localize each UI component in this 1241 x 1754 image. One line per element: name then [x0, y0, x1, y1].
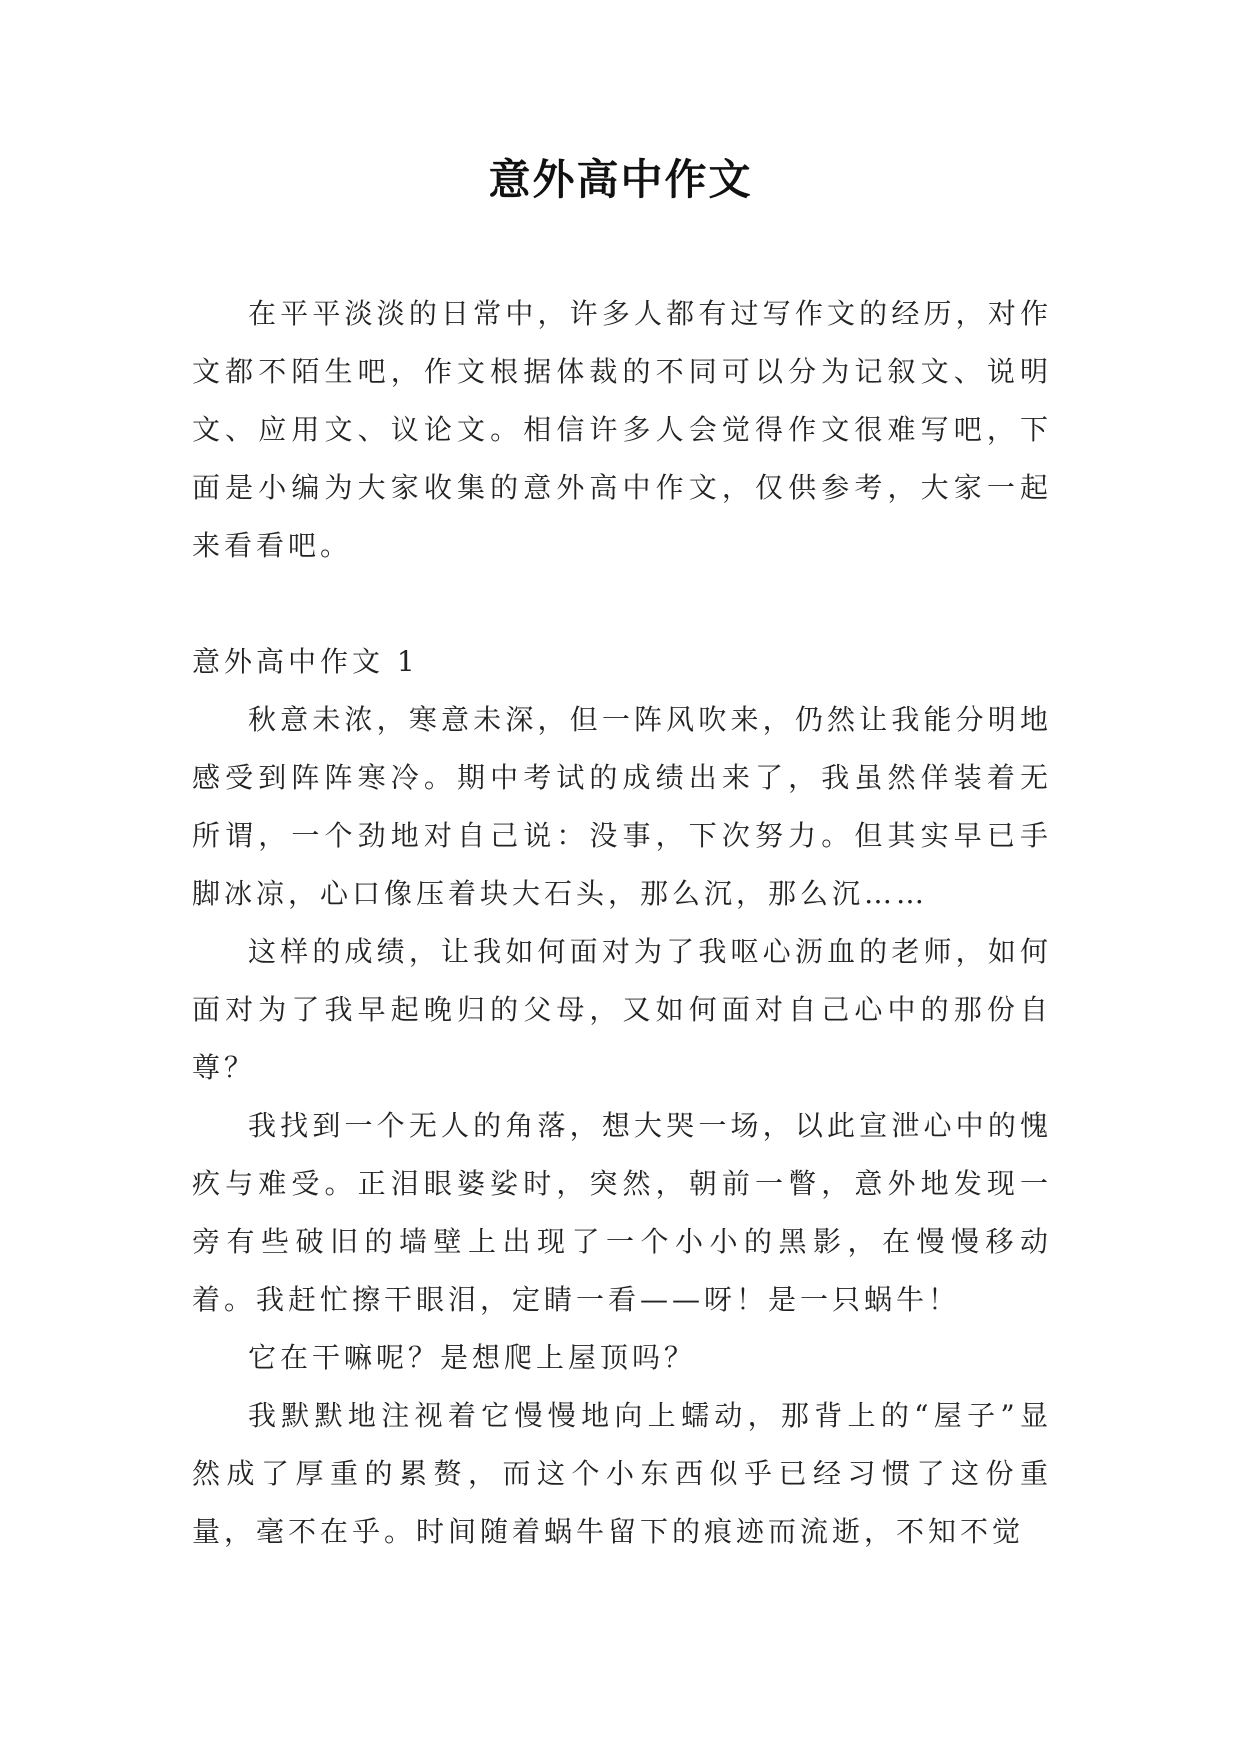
section-heading: 意外高中作文 1	[192, 645, 419, 678]
intro-paragraph: 在平平淡淡的日常中，许多人都有过写作文的经历，对作文都不陌生吧，作文根据体裁的不同可以分为记叙文、说明文、应用文、议论文。相信许多人会觉得作文很难写吧，下面是小编为大家收集的意外高中作文，仅供参考，大家一起来看看吧。	[192, 297, 1052, 562]
document-body	[192, 285, 1052, 1561]
body-paragraph: 我找到一个无人的角落，想大哭一场，以此宣泄心中的愧疚与难受。正泪眼婆娑时，突然，朝前一瞥，意外地发现一旁有些破旧的墙壁上出现了一个小小的黑影，在慢慢移动着。我赶忙擦干眼泪，定睛一看——呀！是一只蜗牛！	[192, 1109, 1052, 1316]
document-title: 意外高中作文	[488, 155, 753, 204]
body-paragraph: 我默默地注视着它慢慢地向上蠕动，那背上的“屋子”显然成了厚重的累赘，而这个小东西似乎已经习惯了这份重量，毫不在乎。时间随着蜗牛留下的痕迹而流逝，不知不觉	[192, 1399, 1052, 1548]
body-paragraph: 秋意未浓，寒意未深，但一阵风吹来，仍然让我能分明地感受到阵阵寒冷。期中考试的成绩出来了，我虽然佯装着无所谓，一个劲地对自己说：没事，下次努力。但其实早已手脚冰凉，心口像压着块大石头，那么沉，那么沉……	[192, 703, 1052, 910]
body-paragraph: 这样的成绩，让我如何面对为了我呕心沥血的老师，如何面对为了我早起晚归的父母，又如何面对自己心中的那份自尊？	[192, 935, 1052, 1084]
body-paragraph: 它在干嘛呢？是想爬上屋顶吗？	[248, 1341, 697, 1374]
